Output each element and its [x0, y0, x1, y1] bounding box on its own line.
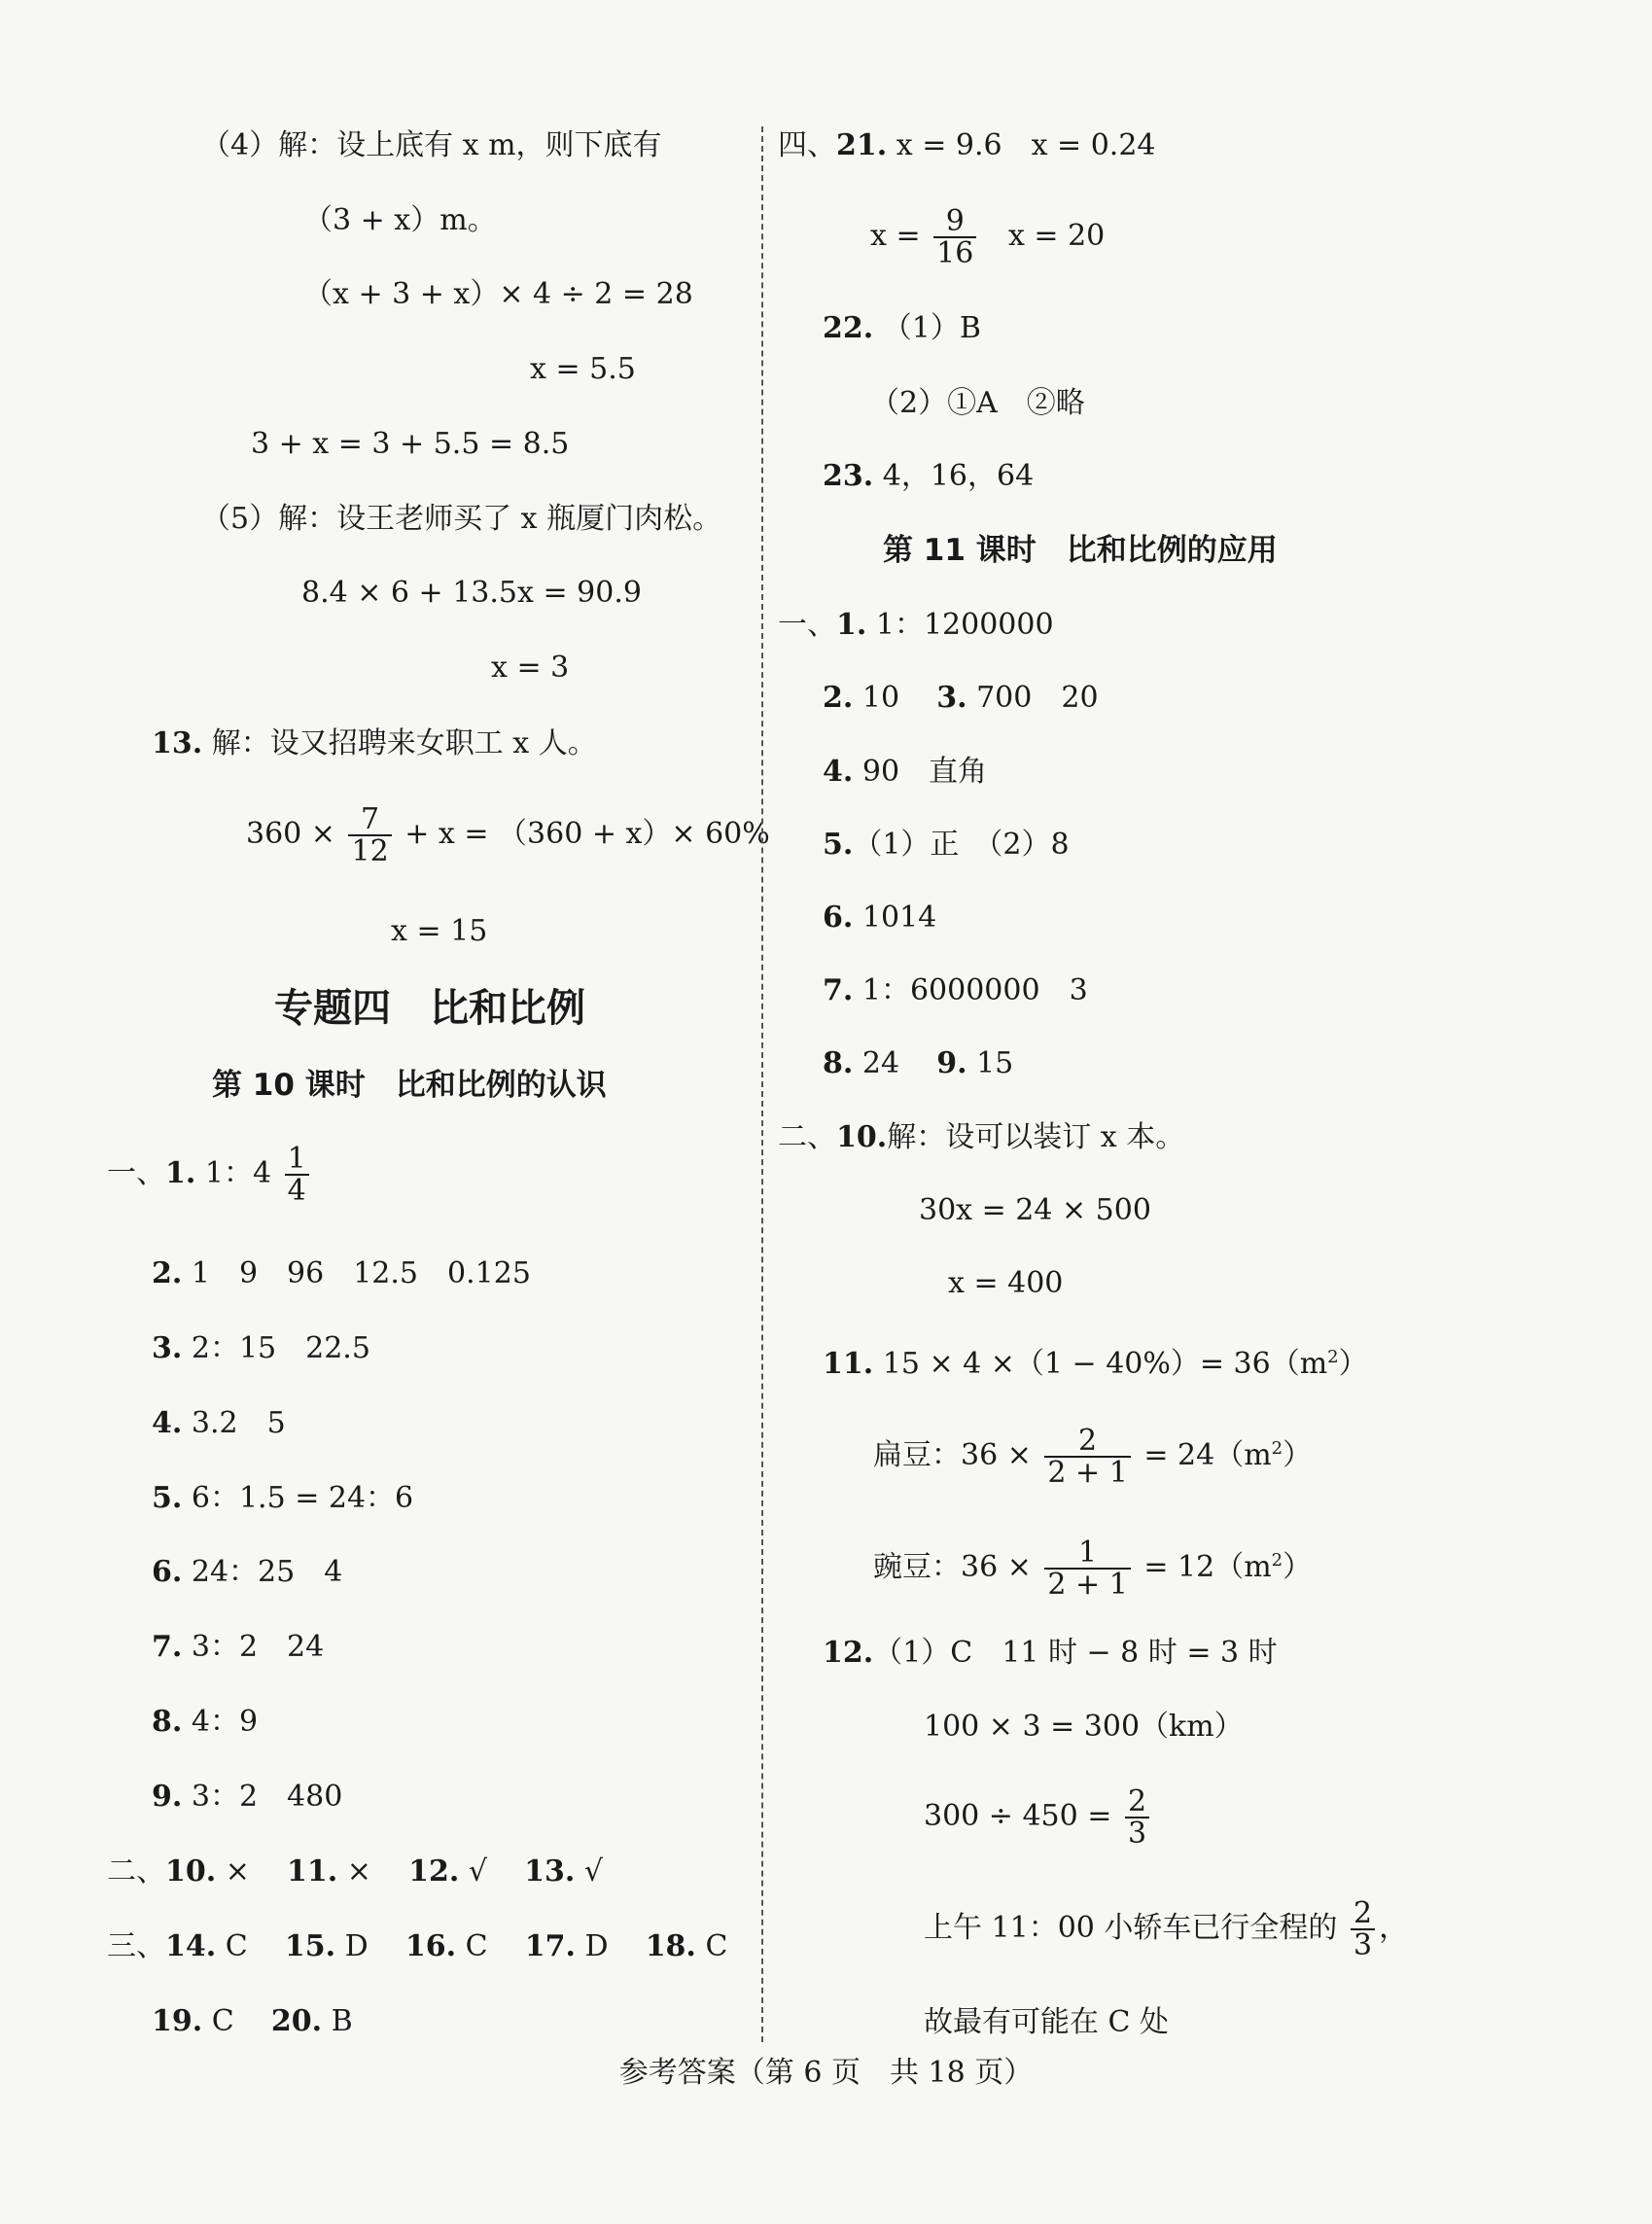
q13-frac-den: 12: [348, 834, 391, 867]
answer-21: [778, 126, 1156, 165]
answer-b10: [778, 1118, 1184, 1157]
answer-b1: [778, 606, 1054, 645]
a18-number: 18.: [645, 1929, 696, 1963]
a16-number: 16.: [404, 1929, 457, 1963]
b12-eq2-frac-den: 3: [1125, 1817, 1149, 1850]
answer-3: [152, 1329, 370, 1368]
r-section-2-prefix: 二、: [778, 1120, 836, 1154]
q13-number: 13.: [152, 726, 203, 760]
b8-number: 8.: [823, 1046, 854, 1080]
wan-fraction: [1044, 1537, 1130, 1601]
a5-number: 5.: [152, 1481, 183, 1515]
answer-b8-b9: [823, 1044, 1013, 1083]
b7-text: 1：6000000 3: [861, 973, 1088, 1007]
answer-5: [152, 1479, 413, 1518]
a1-text: 1：4: [204, 1156, 272, 1190]
a21-text: x = 9.6 x = 0.24: [896, 128, 1156, 162]
q13-line: [152, 724, 597, 763]
wan-post: = 12（m: [1143, 1550, 1272, 1584]
answer-6: [152, 1553, 342, 1592]
a15-text: D: [344, 1929, 369, 1963]
b9-text: 15: [976, 1046, 1014, 1080]
l-line-7: 8.4 × 6 + 13.5x = 90.9: [301, 576, 642, 610]
l-line-3: （x + 3 + x）× 4 ÷ 2 = 28: [303, 277, 693, 311]
a22-number: 22.: [823, 311, 874, 345]
a1-fraction: [285, 1141, 309, 1208]
l-line-1: （4）解：设上底有 x m，则下底有: [201, 128, 662, 162]
b11-close: ）: [1338, 1347, 1368, 1381]
a1-frac-num: 1: [287, 1141, 306, 1176]
q13-eq-a: 360 ×: [246, 817, 335, 851]
a20-text: B: [331, 2004, 353, 2038]
q13-result: x = 15: [391, 914, 488, 948]
a2-text: 1 9 96 12.5 0.125: [191, 1256, 531, 1290]
b4-number: 4.: [823, 755, 854, 789]
b12-txt-frac-den: 3: [1351, 1928, 1375, 1961]
b6-text: 1014: [861, 900, 937, 935]
wan-close: ）: [1283, 1550, 1313, 1584]
a4-text: 3.2 5: [191, 1406, 286, 1440]
b1-number: 1.: [836, 608, 867, 642]
b12-txt-fraction: [1351, 1895, 1375, 1962]
a13-text: √: [583, 1854, 603, 1889]
bian-frac-num: 2: [1078, 1423, 1098, 1458]
a6-text: 24：25 4: [191, 1555, 343, 1589]
bian-sup: 2: [1271, 1438, 1283, 1459]
lesson-11-title: 第 11 课时 比和比例的应用: [883, 533, 1278, 568]
a12-number: 12.: [408, 1854, 460, 1889]
wan-sup: 2: [1271, 1550, 1283, 1571]
b5-number: 5.: [823, 828, 854, 862]
b8-text: 24: [861, 1046, 900, 1080]
answer-2: [152, 1254, 531, 1293]
b12-number: 12.: [823, 1636, 874, 1670]
a21b-frac-num: 9: [945, 203, 965, 238]
answer-21b: [870, 202, 1105, 270]
a17-number: 17.: [524, 1929, 576, 1963]
a4-number: 4.: [152, 1406, 183, 1440]
b4-text: 90 直角: [861, 755, 988, 789]
a8-number: 8.: [152, 1705, 183, 1739]
a21b-frac-den: 16: [933, 236, 976, 269]
b2-text: 10: [861, 681, 900, 715]
b3-number: 3.: [936, 681, 967, 715]
b11-number: 11.: [823, 1347, 874, 1381]
answer-1: [107, 1140, 313, 1208]
a17-text: D: [584, 1929, 609, 1963]
b12-text-line: [924, 1894, 1408, 1962]
b9-number: 9.: [936, 1046, 967, 1080]
a1-frac-den: 4: [285, 1174, 309, 1207]
q13-equation: [246, 800, 770, 868]
b12-txt-frac-num: 2: [1353, 1895, 1373, 1930]
section-2-row: [107, 1853, 603, 1891]
l-line-5: 3 + x = 3 + 5.5 = 8.5: [251, 427, 570, 461]
b11-text: 15 × 4 ×（1 − 40%）= 36（m: [882, 1347, 1328, 1381]
answer-b11: [823, 1338, 1368, 1384]
b12-eq2-fraction: [1125, 1783, 1149, 1851]
a9-text: 3：2 480: [191, 1780, 343, 1814]
answer-b6: [823, 899, 936, 937]
wan-frac-num: 1: [1078, 1535, 1098, 1570]
b10-number: 10.: [836, 1120, 888, 1154]
bian-close: ）: [1283, 1438, 1313, 1472]
b10-text: 解：设可以装订 x 本。: [887, 1120, 1185, 1154]
q13-frac-num: 7: [361, 801, 380, 836]
a15-number: 15.: [284, 1929, 336, 1963]
b7-number: 7.: [823, 973, 854, 1007]
q13-eq-b: + x = （360 + x）× 60%: [404, 817, 770, 851]
a21b-post: x = 20: [1007, 219, 1106, 253]
b11-sup: 2: [1327, 1347, 1339, 1367]
a5-text: 6：1.5 = 24：6: [191, 1481, 414, 1515]
answer-8: [152, 1703, 258, 1742]
answer-9: [152, 1778, 342, 1817]
a1-number: 1.: [165, 1156, 196, 1190]
section-4-prefix: 四、: [778, 128, 836, 162]
a10-number: 10.: [165, 1854, 217, 1889]
b12-eq2-pre: 300 ÷ 450 =: [924, 1799, 1112, 1833]
l-line-4: x = 5.5: [530, 352, 636, 386]
l-line-6: （5）解：设王老师买了 x 瓶厦门肉松。: [201, 502, 722, 536]
b12-txt-post: ，: [1379, 1911, 1409, 1945]
a6-number: 6.: [152, 1555, 183, 1589]
bian-post: = 24（m: [1143, 1438, 1272, 1472]
bian-frac-den: 2 + 1: [1044, 1456, 1130, 1489]
wan-frac-den: 2 + 1: [1044, 1568, 1130, 1601]
q13-text: 解：设又招聘来女职工 x 人。: [211, 726, 597, 760]
answer-b2-b3: [823, 679, 1099, 718]
b12-txt-pre: 上午 11：00 小轿车已行全程的: [924, 1911, 1338, 1945]
q13-fraction: [348, 801, 391, 868]
section-1-prefix: 一、: [107, 1156, 165, 1190]
section-3-row-2: [152, 2002, 353, 2041]
wan-pre: 豌豆：36 ×: [873, 1550, 1032, 1584]
a16-text: C: [465, 1929, 488, 1963]
b2-number: 2.: [823, 681, 854, 715]
b5-text: （1）正 （2）8: [853, 828, 1070, 862]
a11-number: 11.: [287, 1854, 338, 1889]
a9-number: 9.: [152, 1780, 183, 1814]
a8-text: 4：9: [191, 1705, 259, 1739]
a7-text: 3：2 24: [191, 1630, 325, 1664]
r-section-1-prefix: 一、: [778, 608, 836, 642]
answer-4: [152, 1404, 286, 1443]
answer-23: [823, 457, 1034, 496]
topic-title: 专题四 比和比例: [274, 986, 585, 1031]
page-footer: 参考答案（第 6 页 共 18 页）: [618, 2056, 1034, 2090]
b11-wandou: [873, 1527, 1312, 1602]
b12-final: 故最有可能在 C 处: [924, 2005, 1170, 2039]
b1-text: 1：1200000: [875, 608, 1054, 642]
l-line-2: （3 + x）m。: [303, 203, 497, 237]
a10-text: ×: [225, 1854, 250, 1889]
a19-text: C: [211, 2004, 234, 2038]
lesson-10-title: 第 10 课时 比和比例的认识: [212, 1068, 607, 1103]
bian-fraction: [1044, 1423, 1130, 1490]
b10-result: x = 400: [948, 1266, 1064, 1300]
answer-b5: [823, 826, 1070, 865]
b12-text: （1）C 11 时 − 8 时 = 3 时: [873, 1636, 1278, 1670]
a7-number: 7.: [152, 1630, 183, 1664]
a18-text: C: [705, 1929, 728, 1963]
a23-text: 4，16，64: [882, 459, 1035, 493]
bian-pre: 扁豆：36 ×: [873, 1438, 1032, 1472]
answer-22b: （2）①A ②略: [870, 386, 1085, 420]
b12-eq2-frac-num: 2: [1127, 1783, 1147, 1818]
column-divider: [761, 126, 763, 2042]
section-3-prefix: 三、: [107, 1929, 165, 1963]
answer-7: [152, 1628, 324, 1667]
answer-b7: [823, 971, 1088, 1010]
a23-number: 23.: [823, 459, 874, 493]
b12-eq2: [924, 1783, 1153, 1851]
answer-b12: [823, 1634, 1278, 1673]
b10-equation: 30x = 24 × 500: [919, 1193, 1151, 1227]
a3-number: 3.: [152, 1331, 183, 1365]
a20-number: 20.: [270, 2004, 323, 2038]
a21b-pre: x =: [870, 219, 921, 253]
a21-number: 21.: [836, 128, 888, 162]
a12-text: √: [468, 1854, 487, 1889]
a19-number: 19.: [152, 2004, 203, 2038]
b6-number: 6.: [823, 900, 854, 935]
a13-number: 13.: [524, 1854, 576, 1889]
l-line-8: x = 3: [491, 651, 570, 685]
section-3-row: [107, 1927, 727, 1966]
a3-text: 2：15 22.5: [191, 1331, 370, 1365]
a14-number: 14.: [165, 1929, 217, 1963]
a2-number: 2.: [152, 1256, 183, 1290]
answer-b4: [823, 753, 987, 792]
b3-text: 700 20: [976, 681, 1099, 715]
b12-eq1: 100 × 3 = 300（km）: [924, 1710, 1244, 1744]
b11-biandou: [873, 1415, 1312, 1490]
a22-text: （1）B: [882, 311, 981, 345]
a11-text: ×: [346, 1854, 371, 1889]
section-2-prefix: 二、: [107, 1854, 165, 1889]
a21b-fraction: [933, 203, 976, 270]
answer-22: [823, 309, 981, 348]
a14-text: C: [225, 1929, 248, 1963]
